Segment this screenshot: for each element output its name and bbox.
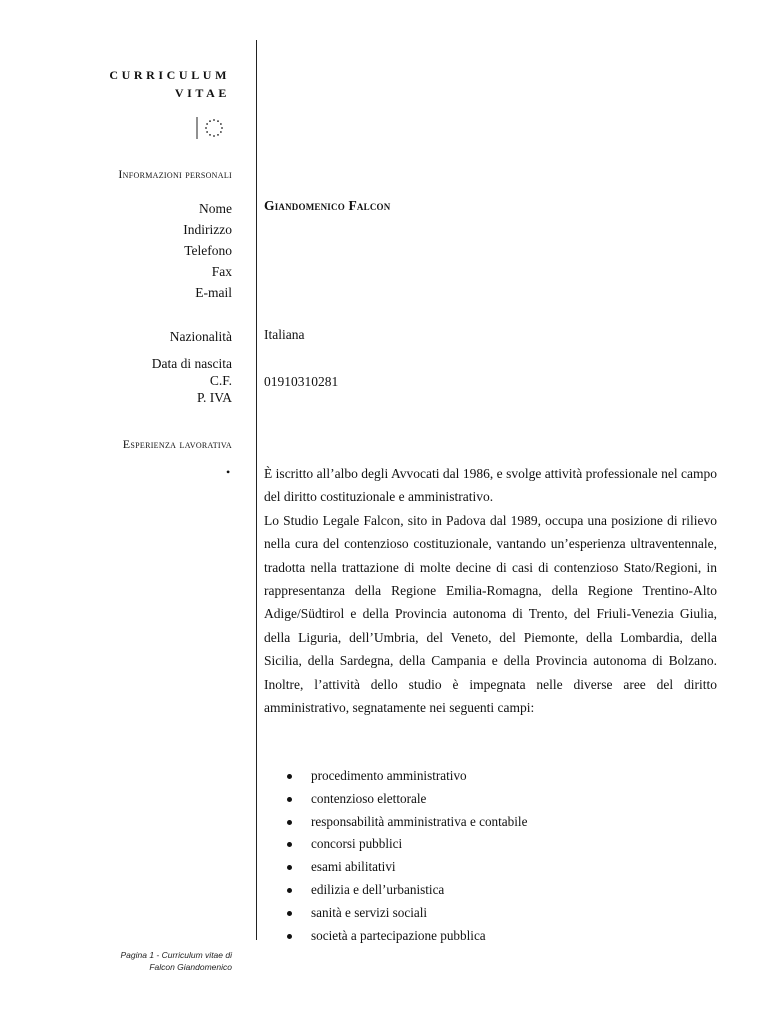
list-item: responsabilità amministrativa e contabile xyxy=(286,811,527,834)
label-nome: Nome xyxy=(199,201,232,216)
document-title xyxy=(109,66,230,102)
paragraph-albo: È iscritto all’albo degli Avvocati dal 1986, e svolge attività professionale nel campo del diritto costituzionale e amministrativo. xyxy=(264,466,717,505)
nationality-value: Italiana xyxy=(264,327,305,342)
title-line-1: CURRICULUM xyxy=(109,68,230,82)
footer-line-1: Pagina 1 - Curriculum vitae di xyxy=(120,950,232,960)
section-heading-work: Esperienza lavorativa xyxy=(122,437,232,451)
eu-stars-icon xyxy=(196,116,226,140)
list-item: concorsi pubblici xyxy=(286,833,527,856)
label-cf: C.F. xyxy=(209,373,232,388)
label-telefono: Telefono xyxy=(184,243,232,258)
column-divider xyxy=(256,40,257,940)
bullet-marker: • xyxy=(226,465,231,479)
list-item: procedimento amministrativo xyxy=(286,765,527,788)
list-item: contenzioso elettorale xyxy=(286,788,527,811)
section-heading-personal: Informazioni personali xyxy=(118,167,232,181)
work-description xyxy=(264,462,717,719)
list-item: sanità e servizi sociali xyxy=(286,902,527,925)
list-item: società a partecipazione pubblica xyxy=(286,925,527,948)
name-value: Giandomenico Falcon xyxy=(264,198,391,213)
tax-labels xyxy=(152,355,232,406)
title-line-2: VITAE xyxy=(174,86,230,100)
list-item: edilizia e dell’urbanistica xyxy=(286,879,527,902)
nationality-label xyxy=(170,326,232,347)
label-email: E-mail xyxy=(195,285,232,300)
paragraph-studio: Lo Studio Legale Falcon, sito in Padova dal 1989, occupa una posizione di rilievo nella cura del contenzioso costituzionale, vantando un’esperienza ultraventennale, tradotta nella trattazione di molte decine di casi di contenzioso Stato/Regioni, in rappresentanza della Regione Emilia-Romagna, della Regione Trentino-Alto Adige/Südtirol e della Provincia autonoma di Trento, del Friuli-Venezia Giulia, della Liguria, dell’Umbria, del Veneto, del Piemonte, della Lombardia, della Sicilia, della Sardegna, della Campania e della Provincia autonoma di Bolzano. Inoltre, l’attività dello studio è impegnata nelle diverse aree del diritto amministrativo, segnatamente nei seguenti campi: xyxy=(264,512,717,716)
footer-line-2: Falcon Giandomenico xyxy=(149,962,232,972)
page-footer xyxy=(121,949,233,973)
label-piva: P. IVA xyxy=(196,390,232,405)
label-indirizzo: Indirizzo xyxy=(183,222,232,237)
list-item: esami abilitativi xyxy=(286,856,527,879)
vat-value: 01910310281 xyxy=(264,374,339,389)
label-fax: Fax xyxy=(211,264,232,279)
practice-areas-list xyxy=(286,765,527,947)
personal-labels xyxy=(183,198,232,303)
label-data-nascita: Data di nascita xyxy=(151,356,232,371)
label-nazionalita: Nazionalità xyxy=(169,329,232,344)
